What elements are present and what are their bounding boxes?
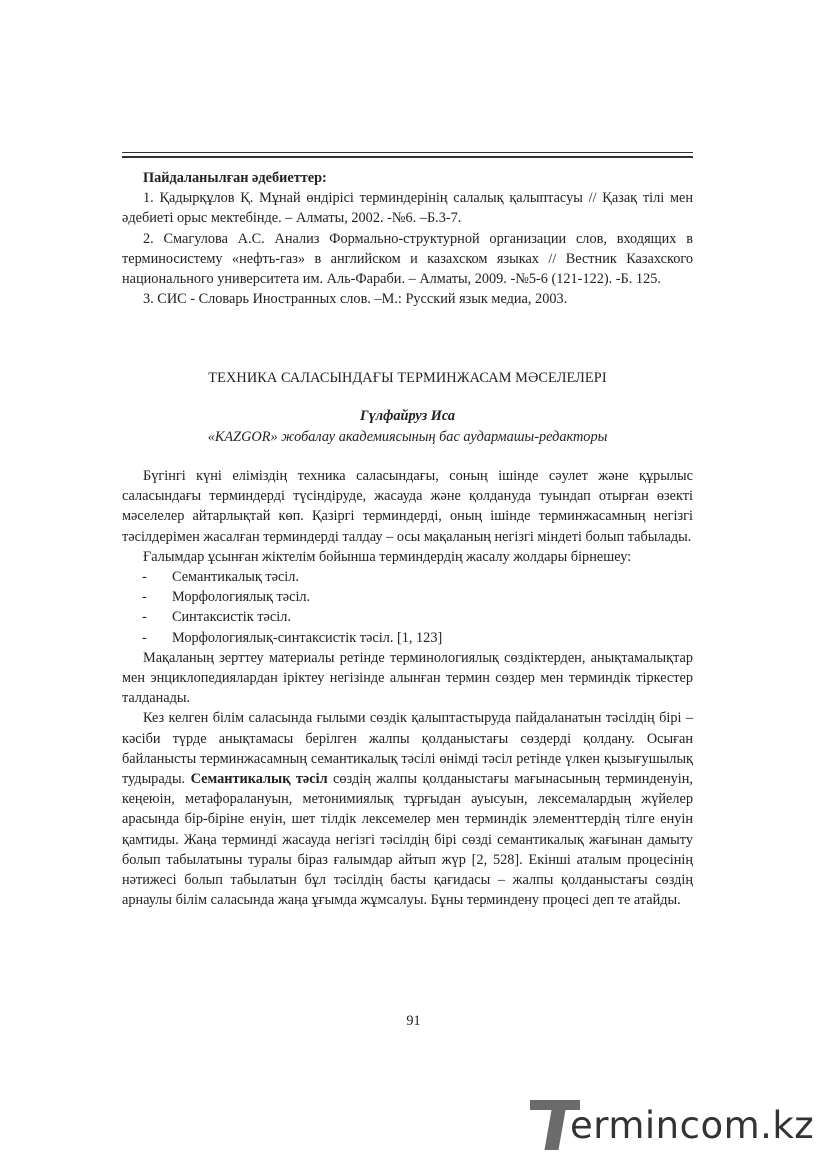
author-affiliation: «KAZGOR» жобалау академиясының бас аудармашы-редакторы [207,429,608,445]
top-rule [122,152,693,153]
article-title: ТЕХНИКА САЛАСЫНДАҒЫ ТЕРМИНЖАСАМ МӘСЕЛЕЛЕРІ [208,370,607,386]
list-marker: - [142,629,147,646]
list-marker: - [142,569,147,586]
list-item [122,607,693,627]
article-author: Гүлфайруз Иса [360,408,455,424]
logo-text: ermincom.kz [570,1104,815,1147]
list-marker: - [142,589,147,606]
paragraph: Мақаланың зерттеу материалы ретінде терминологиялық сөздіктерден, анықтамалықтар мен энциклопедиялардан іріктеу негізінде алынған термин сөздер мен терминдік тіркестер талданады. [122,649,693,707]
paragraph: Бүгінгі күні еліміздің техника саласындағы, соның ішінде сәулет және құрылыс саласындағы терминдерді түсіндіруде, жасауда және қолдануда туындап отырған өзекті мәселелер айтарлықтай көп. Қазіргі терминдерді, оның ішінде терминжасамның негізгі тәсілдерімен жасалған терминдерді талдау – осы мақаланың негізгі міндеті болып табылады. [122,468,693,545]
references-section [122,168,693,309]
reference-item: 1. Қадырқұлов Қ. Мұнай өндірісі терминдерінің салалық қалыптасуы // Қазақ тілі мен әдебиеті орыс мектебінде. – Алматы, 2002. -№6. –Б.3-7. [122,190,693,227]
list-marker: - [142,609,147,626]
bold-term: Семантикалық тәсіл [190,771,328,788]
paragraph [122,708,693,910]
list-item-text: Семантикалық тәсіл. [172,569,299,586]
top-rule-double [122,156,693,158]
page-number: 91 [406,1013,421,1029]
paragraph-text: сөздің жалпы қолданыстағы мағынасының терминденуін, кеңеюін, метафоралануын, метонимиялық тұрғыдан ауысуын, лексемалардың жүйелер арасында бір-біріне енуін, шет тілдік лексемелер мен терминдік элементтердің тілге енуін қамтиды. Жаңа терминді жасауда негізгі тәсілдің бірі сөзді семантикалық жағынан дамыту болып табылатыны туралы біраз ғалымдар айтып жүр [2, 528]. Екінші аталым процесінің нәтижесі болып табылатын бұл тәсілдің басты қағидасы – жалпы қолданыстағы сөздің арнаулы білім саласында жаңа ұғымда жұмсалуы. Бұны терминдену процесі деп те атайды. [122,771,693,909]
list-item [122,628,693,648]
list-item-text: Синтаксистік тәсіл. [172,609,291,626]
references-heading: Пайдаланылған әдебиеттер: [143,170,327,186]
reference-item: 2. Смагулова А.С. Анализ Формально-структурной организации слов, входящих в терминосистему «нефть-газ» в английском и казахском языках // Вестник Казахского национального университета им. Аль-Фараби. – Алматы, 2009. -№5-6 (121-122). -Б. 125. [122,230,693,288]
list-item [122,587,693,607]
paragraph: Ғалымдар ұсынған жіктелім бойынша терминдердің жасалу жолдары бірнешеу: [143,548,632,565]
list-item [122,567,693,587]
list-item-text: Морфологиялық-синтаксистік тәсіл. [1, 123] [172,629,443,646]
termincom-t-stem [544,1110,565,1150]
termincom-logo [530,1098,820,1160]
paragraph-text: Кез келген білім саласында ғылыми сөздік қалыптастыруда пайдаланатын тәсілдің бірі – кәсіби түрде анықтамасы берілген жалпы қолданыстағы сөздерді қолдану. Осыған байланысты терминжасамның семантикалық тәсілі өнімді тәсіл ретінде үлкен қызығушылық тудырады. [122,710,693,788]
list-item-text: Морфологиялық тәсіл. [172,589,311,606]
article-body [122,466,693,910]
reference-item: 3. СИС - Словарь Иностранных слов. –М.: Русский язык медиа, 2003. [143,291,568,308]
